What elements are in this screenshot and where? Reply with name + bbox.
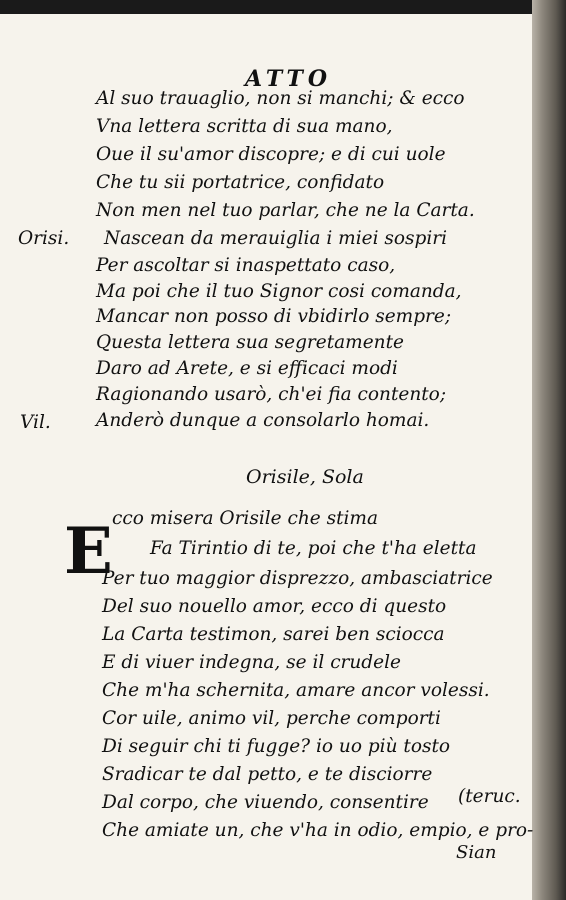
running-head: ATTO	[245, 66, 332, 92]
verse-line: Nascean da merauiglia i miei sospiri	[104, 228, 448, 249]
verse-line: Dal corpo, che viuendo, consentire	[102, 792, 429, 813]
speaker-label: Orisi.	[18, 228, 70, 249]
verse-line: Oue il su'amor discopre; e di cui uole	[96, 144, 446, 165]
verse-line: Ragionando usarò, ch'ei fia contento;	[96, 384, 447, 405]
scene-title: Orisile, Sola	[246, 466, 364, 488]
verse-line: Al suo trauaglio, non si manchi; & ecco	[96, 88, 465, 109]
verse-line: Anderò dunque a consolarlo homai.	[96, 410, 430, 431]
verse-line: Questa lettera sua segretamente	[96, 332, 404, 353]
verse-line: Ma poi che il tuo Signor cosi comanda,	[96, 281, 462, 302]
verse-line: Che tu sii portatrice, confidato	[96, 172, 385, 193]
verse-line: Fa Tirintio di te, poi che t'ha eletta	[150, 538, 477, 559]
verse-line: Vna lettera scritta di sua mano,	[96, 116, 393, 137]
verse-line: Di seguir chi ti fugge? io uo più tosto	[102, 736, 451, 757]
drop-cap: E	[64, 514, 113, 589]
verse-line: Non men nel tuo parlar, che ne la Carta.	[96, 200, 475, 221]
verse-line: Che m'ha schernita, amare ancor volessi.	[102, 680, 490, 701]
book-page	[0, 14, 532, 900]
verse-line: E di viuer indegna, se il crudele	[102, 652, 401, 673]
verse-line: Sradicar te dal petto, e te disciorre	[102, 764, 433, 785]
verse-line: Mancar non posso di vbidirlo sempre;	[96, 306, 452, 327]
verse-line: Cor uile, animo vil, perche comporti	[102, 708, 441, 729]
scan-top-edge	[0, 0, 566, 14]
verse-line: Per tuo maggior disprezzo, ambasciatrice	[102, 568, 493, 589]
book-spine-shadow	[532, 0, 566, 900]
verse-line: La Carta testimon, sarei ben sciocca	[102, 624, 445, 645]
verse-line: Per ascoltar si inaspettato caso,	[96, 255, 396, 276]
speaker-label: Vil.	[20, 412, 51, 433]
turnover-word: (teruc.	[458, 786, 521, 807]
verse-line: Daro ad Arete, e si efficaci modi	[96, 358, 398, 379]
verse-line: cco misera Orisile che stima	[112, 508, 379, 529]
verse-line: Del suo nouello amor, ecco di questo	[102, 596, 447, 617]
verse-line: Che amiate un, che v'ha in odio, empio, e pro-	[102, 820, 534, 841]
catchword: Sian	[456, 842, 497, 863]
